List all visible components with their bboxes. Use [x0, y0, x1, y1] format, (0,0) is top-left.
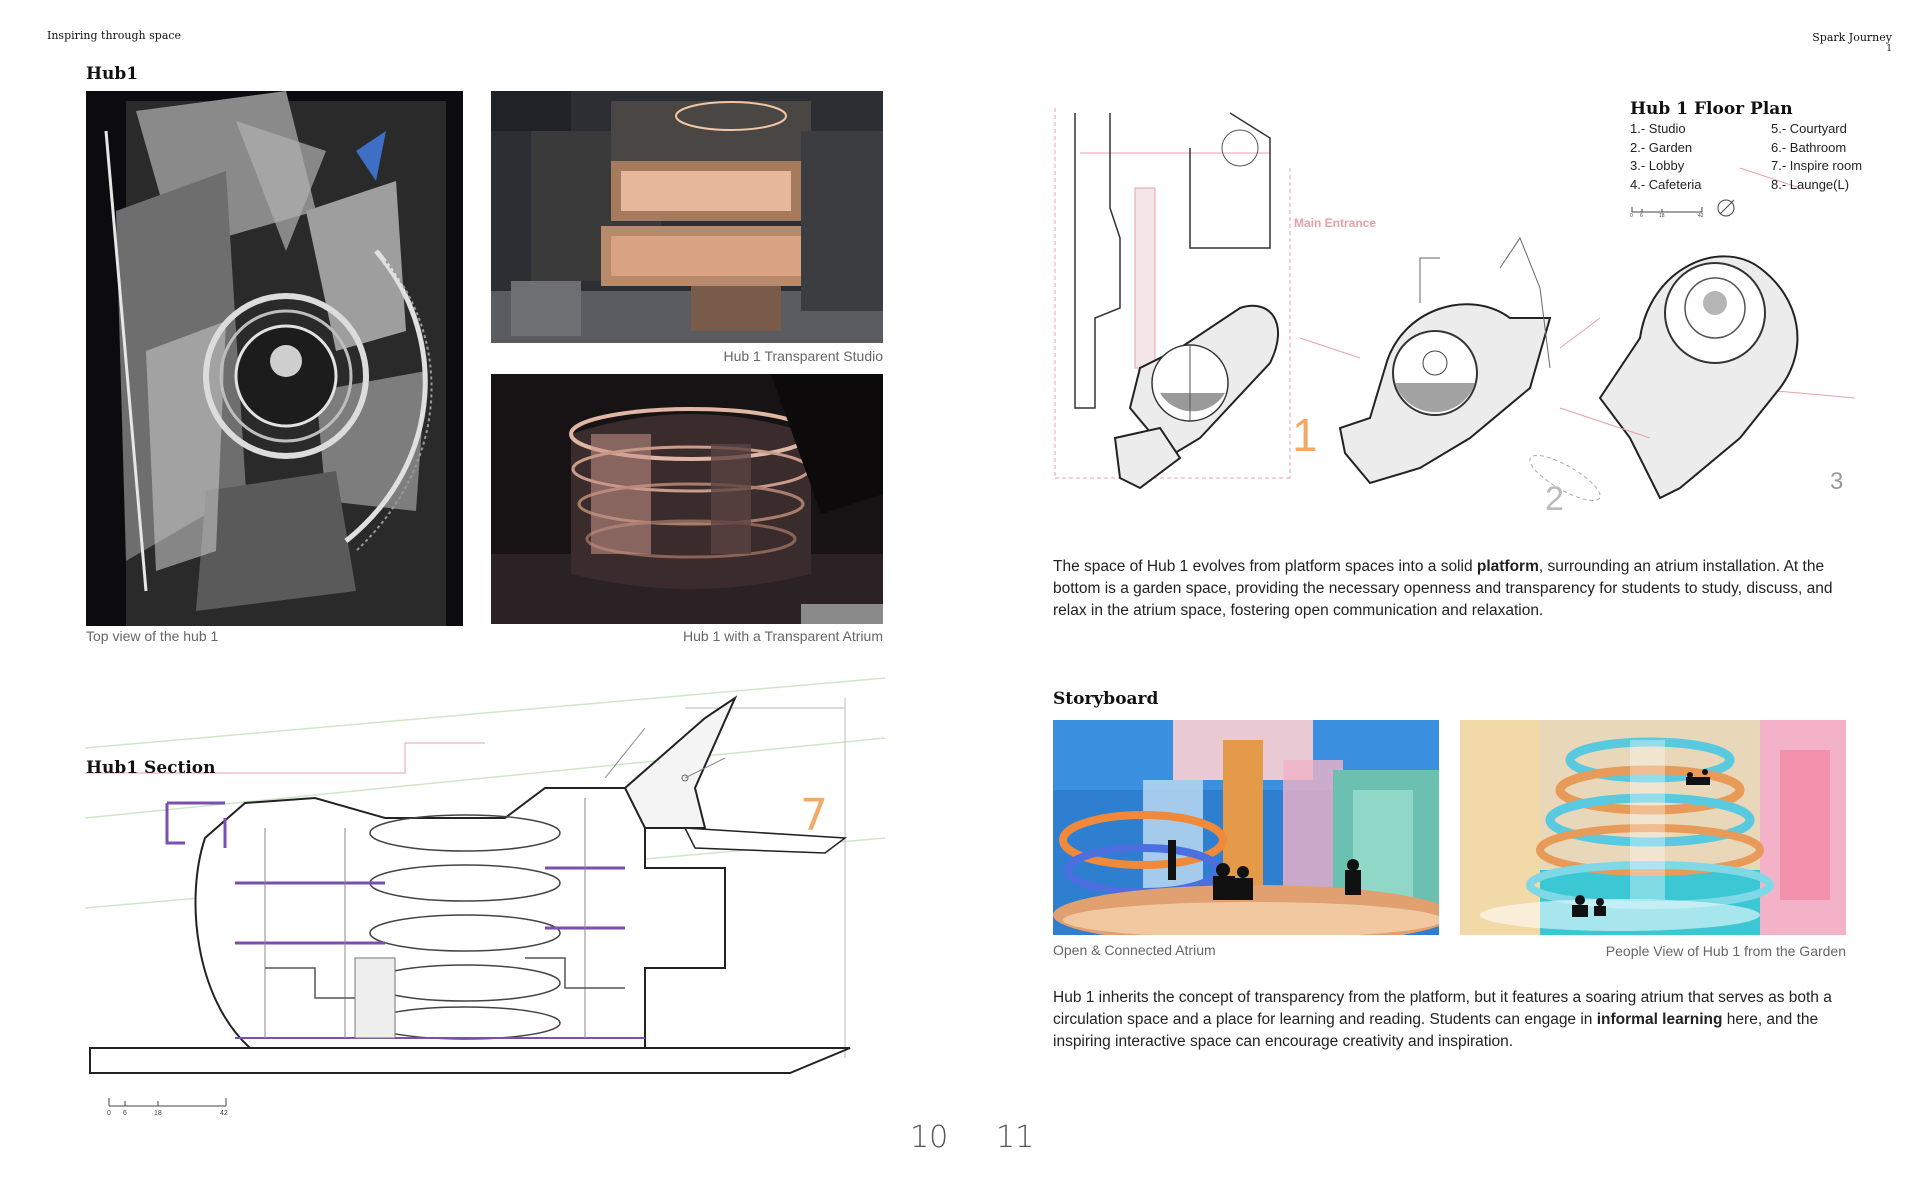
plan-scale-tick-0: 0 — [1630, 213, 1633, 219]
header-right-sub: 1 — [1886, 44, 1892, 54]
floor-plan-legend-right — [1771, 120, 1862, 194]
studio-caption: Hub 1 Transparent Studio — [723, 348, 883, 364]
storyboard-image-atrium — [1053, 720, 1439, 935]
storyboard-title: Storyboard — [1053, 689, 1159, 709]
floor-plan-description — [1053, 556, 1853, 622]
floor-plan-legend-left — [1630, 120, 1702, 194]
legend-item-inspire-room: 7.- Inspire room — [1771, 158, 1863, 173]
storyboard-description-a: Hub 1 inherits the concept of transparency from the platform, but it features a soaring atrium that serves as both a circulation space and a place for learning and reading. Students can engage in — [1053, 989, 1832, 1028]
storyboard-image-garden — [1460, 720, 1846, 935]
north-arrow-icon — [1716, 196, 1738, 218]
section-drawing — [85, 668, 885, 1093]
atrium-photo — [491, 374, 883, 624]
atrium-caption: Hub 1 with a Transparent Atrium — [683, 628, 883, 644]
hub1-title: Hub1 — [86, 64, 139, 84]
storyboard-description-b: here, and the inspiring interactive space can encourage creativity and inspiration. — [1053, 1011, 1819, 1050]
storyboard-description — [1053, 987, 1853, 1053]
legend-item-lobby: 3.- Lobby — [1630, 158, 1685, 173]
page-number-left: 10 — [910, 1120, 949, 1155]
section-scale-tick-0: 0 — [107, 1110, 111, 1117]
plan-scale-tick-1: 6 — [1640, 213, 1643, 219]
floor-plan-description-b: , surrounding an atrium installation. At the bottom is a garden space, providing the necessary openness and transparency for students to study, discuss, and relax in the atrium space, fostering open communication and relaxation. — [1053, 558, 1833, 619]
floor-plan-title: Hub 1 Floor Plan — [1630, 99, 1793, 119]
section-scale-bar — [108, 1098, 228, 1122]
legend-item-bathroom: 6.- Bathroom — [1771, 139, 1847, 155]
header-left: Inspiring through space — [47, 29, 182, 42]
legend-item-launge: 8.- Launge(L) — [1771, 176, 1850, 192]
storyboard-caption-left: Open & Connected Atrium — [1053, 942, 1216, 958]
section-marker: 7 — [800, 790, 828, 841]
floor-plan-description-a: The space of Hub 1 evolves from platform spaces into a solid — [1053, 558, 1477, 575]
storyboard-caption-right: People View of Hub 1 from the Garden — [1605, 943, 1846, 959]
storyboard-description-bold: informal learning — [1596, 1011, 1723, 1028]
section-scale-tick-2: 18 — [154, 1110, 162, 1117]
main-entrance-label: Main Entrance — [1294, 216, 1377, 230]
plan-scale-tick-3: 42 — [1698, 213, 1704, 219]
top-view-caption: Top view of the hub 1 — [86, 628, 219, 644]
top-view-photo — [86, 91, 463, 626]
studio-photo — [491, 91, 883, 343]
plan-number-2: 2 — [1545, 480, 1564, 518]
legend-item-cafeteria: 4.- Cafeteria — [1630, 176, 1702, 192]
section-scale-tick-1: 6 — [123, 1110, 127, 1117]
legend-item-garden: 2.- Garden — [1630, 139, 1693, 155]
header-right — [1812, 31, 1892, 54]
floor-plan-scale-bar — [1631, 207, 1703, 221]
plan-number-3: 3 — [1830, 468, 1844, 495]
plan-number-1: 1 — [1292, 409, 1318, 461]
section-title: Hub1 Section — [86, 758, 216, 778]
floor-plan-drawings — [1040, 108, 1855, 528]
legend-item-courtyard: 5.- Courtyard — [1771, 121, 1847, 136]
section-scale-tick-3: 42 — [220, 1110, 228, 1117]
floor-plan-description-bold: platform — [1476, 558, 1539, 575]
page-number-right: 11 — [996, 1120, 1035, 1155]
plan-scale-tick-2: 18 — [1659, 213, 1665, 219]
header-right-title: Spark Journey — [1812, 31, 1892, 44]
legend-item-studio: 1.- Studio — [1630, 121, 1686, 136]
